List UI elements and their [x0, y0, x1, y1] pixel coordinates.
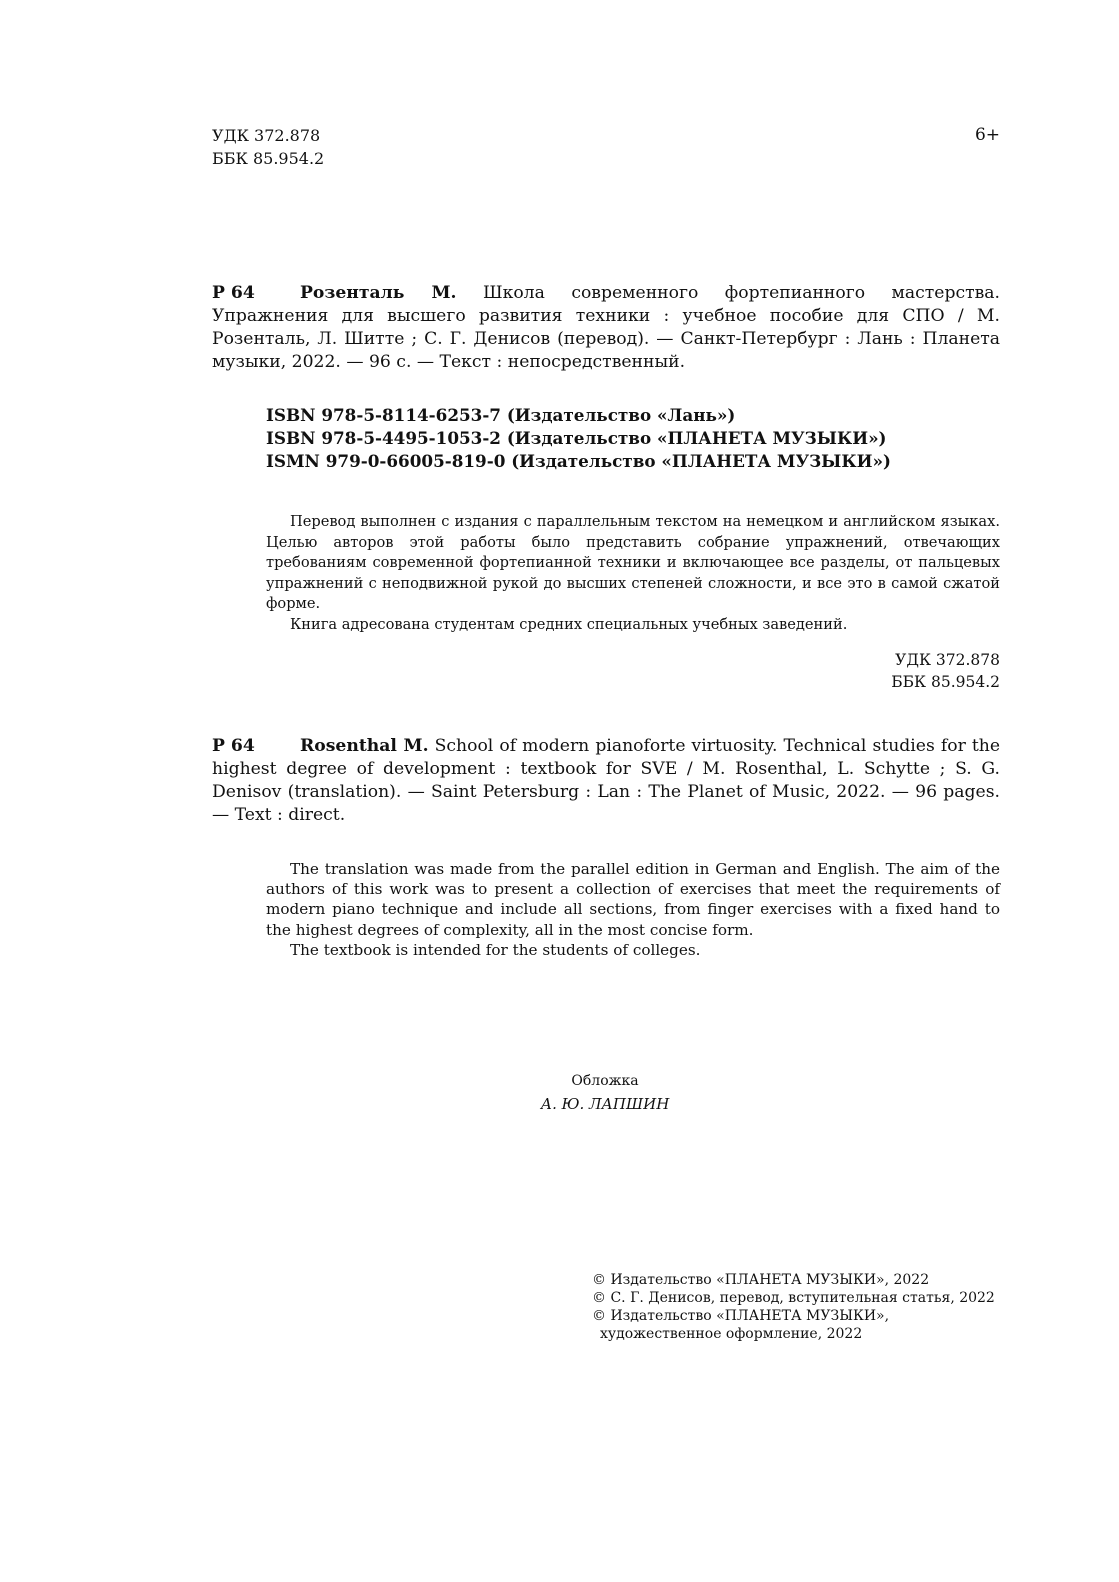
entry-text: Школа современного фортепианного мастерства. Упражнения для высшего развития техники : учебное пособие для СПО / М. Розенталь, Л. Шитте ; С. Г. Денисов (перевод). — Санкт-Петербург : Лань : Планета музыки, 2022. — 96 с. — Текст : непосредственный. [212, 283, 1000, 372]
english-annotation [266, 859, 1000, 960]
udk-code: УДК 372.878 [895, 651, 1000, 669]
copyright-notices [592, 1271, 995, 1343]
entry-body [212, 282, 1000, 374]
entry-body [212, 735, 1000, 827]
annotation-paragraph: Перевод выполнен с издания с параллельным текстом на немецком и английском языках. Целью авторов этой работы было представить собрание упражнений, отвечающих требованиям современной фортепианной техники и включающее все разделы, от пальцевых упражнений с неподвижной рукой до высших степеней сложности, и все это в самой сжатой форме. [266, 513, 1000, 612]
author-mark: Р 64 [212, 736, 255, 756]
cover-label: Обложка [571, 1073, 639, 1089]
annotation-audience: The textbook is intended for the students of colleges. [290, 940, 701, 959]
bbk-code: ББК 85.954.2 [891, 673, 1000, 691]
age-rating: 6+ [974, 125, 1000, 145]
copyright-design: © Издательство «ПЛАНЕТА МУЗЫКИ», [592, 1308, 890, 1324]
annotation-paragraph: The translation was made from the parallel edition in German and English. The aim of the authors of this work was to present a collection of exercises that meet the requirements of modern piano technique and include all sections, from finger exercises with a fixed hand to the highest degrees of complexity, all in the most concise form. [266, 860, 1000, 939]
entry-author: Rosenthal M. [300, 736, 429, 756]
classification-codes-right [891, 649, 1000, 693]
copyright-translator: © С. Г. Денисов, перевод, вступительная статья, 2022 [592, 1290, 995, 1306]
cover-credit [0, 1070, 1119, 1116]
russian-bibliographic-entry [212, 282, 1000, 374]
copyright-design-detail: художественное оформление, 2022 [600, 1326, 863, 1342]
english-bibliographic-entry [212, 735, 1000, 827]
author-mark: Р 64 [212, 283, 255, 303]
classification-codes [212, 124, 324, 170]
isbn-planet-music: ISBN 978-5-4495-1053-2 (Издательство «ПЛАНЕТА МУЗЫКИ») [266, 428, 887, 448]
entry-author: Розенталь М. [300, 283, 457, 303]
ismn-planet-music: ISMN 979-0-66005-819-0 (Издательство «ПЛАНЕТА МУЗЫКИ») [266, 451, 891, 471]
annotation-audience: Книга адресована студентам средних специальных учебных заведений. [290, 615, 848, 633]
udk-code: УДК 372.878 [212, 126, 321, 145]
bbk-code: ББК 85.954.2 [212, 149, 325, 168]
isbn-list [266, 404, 891, 473]
cover-designer: А. Ю. ЛАПШИН [540, 1095, 670, 1113]
entry-text: School of modern pianoforte virtuosity. Technical studies for the highest degree of development : textbook for SVE / M. Rosenthal, L. Schytte ; S. G. Denisov (translation). — Saint Petersburg : Lan : The Planet of Music, 2022. — 96 pages. — Text : direct. [212, 736, 1001, 825]
russian-annotation [266, 512, 1000, 635]
isbn-lan: ISBN 978-5-8114-6253-7 (Издательство «Лань») [266, 405, 736, 425]
copyright-publisher: © Издательство «ПЛАНЕТА МУЗЫКИ», 2022 [592, 1272, 930, 1288]
